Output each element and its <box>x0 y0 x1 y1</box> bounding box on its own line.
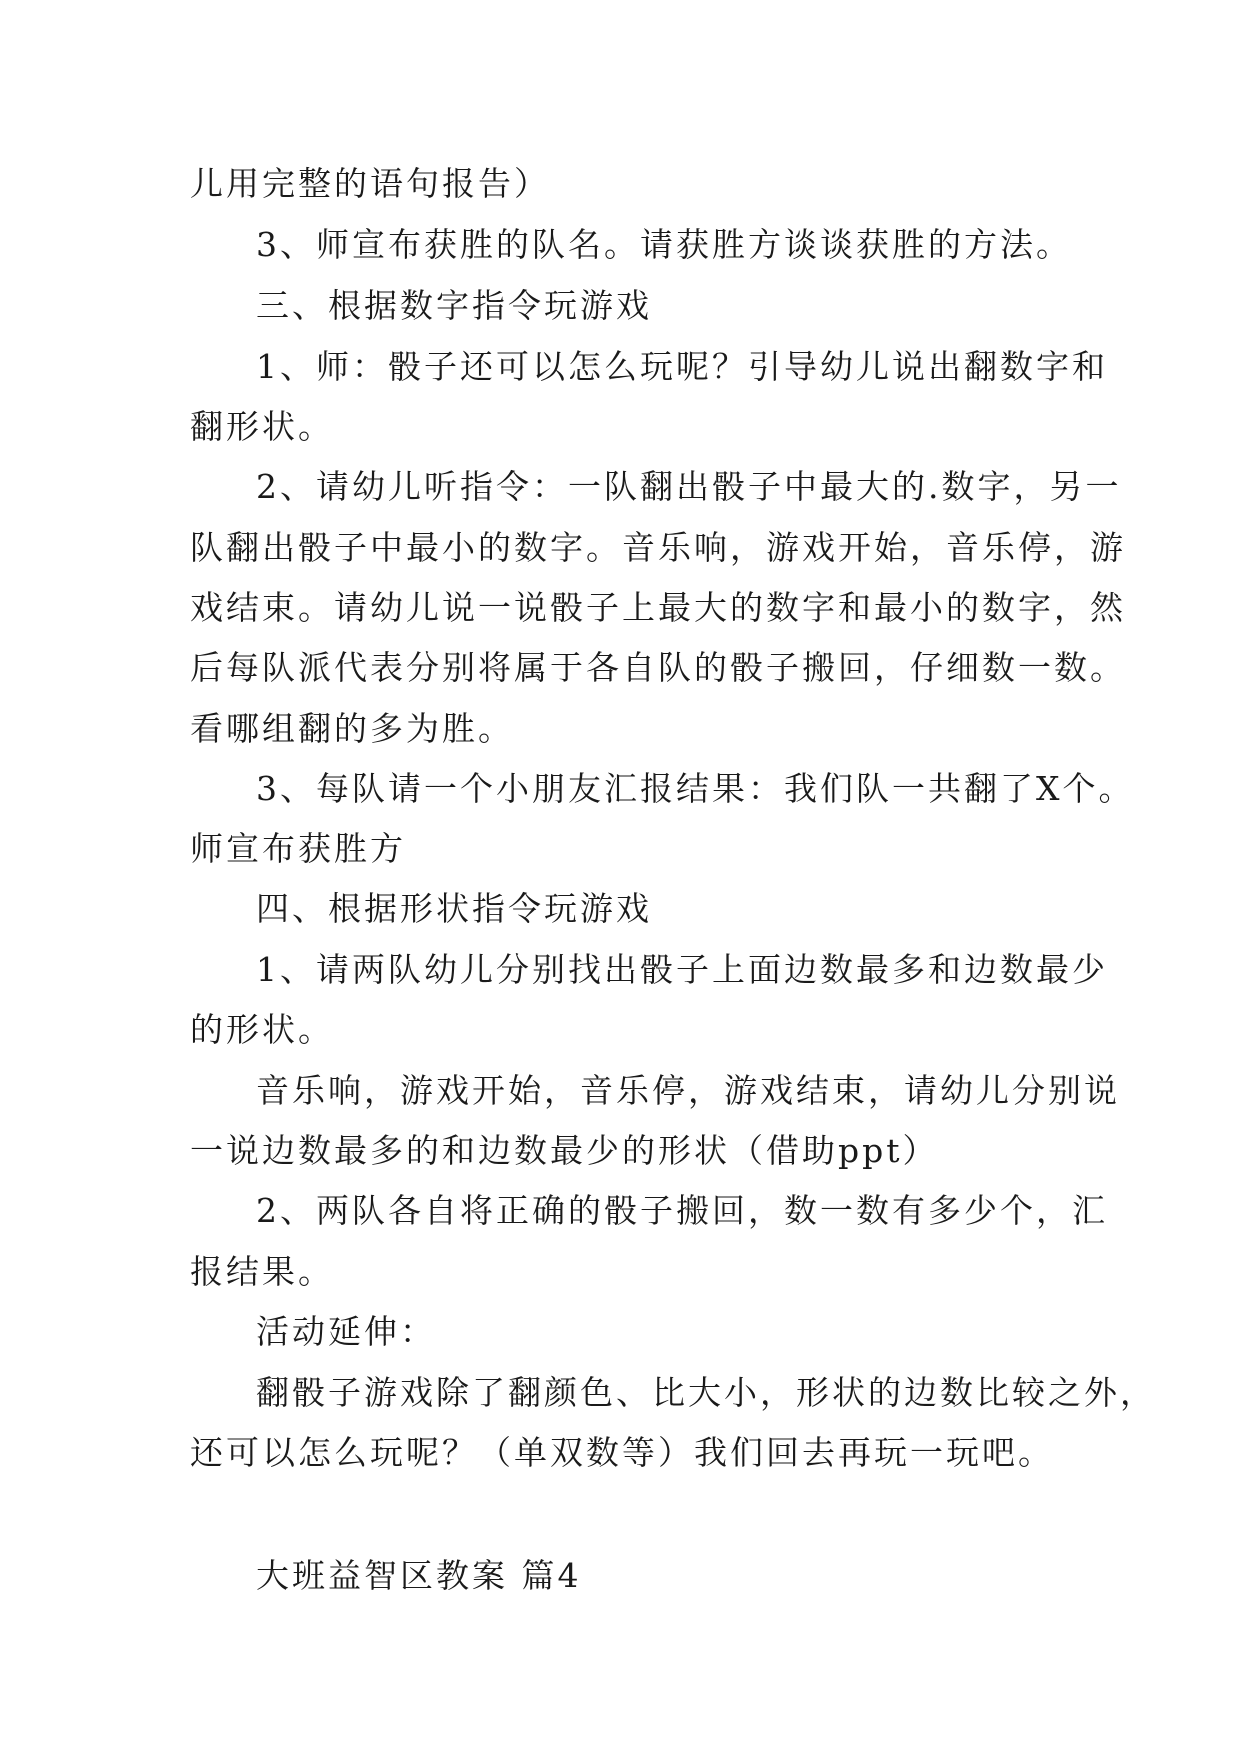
text-line: 后每队派代表分别将属于各自队的骰子搬回，仔细数一数。 <box>190 648 1126 687</box>
text-line: 翻形状。 <box>190 407 334 446</box>
text-line: 3、每队请一个小朋友汇报结果：我们队一共翻了X个。 <box>256 769 1135 808</box>
text-line: 2、两队各自将正确的骰子搬回，数一数有多少个，汇 <box>256 1191 1108 1230</box>
text-line: 还可以怎么玩呢？（单双数等）我们回去再玩一玩吧。 <box>190 1433 1054 1472</box>
text-line: 戏结束。请幼儿说一说骰子上最大的数字和最小的数字，然 <box>190 588 1126 627</box>
section-heading: 三、根据数字指令玩游戏 <box>256 286 652 325</box>
text-line: 一说边数最多的和边数最少的形状（借助ppt） <box>190 1131 939 1170</box>
text-line: 报结果。 <box>190 1252 334 1291</box>
text-line: 翻骰子游戏除了翻颜色、比大小，形状的边数比较之外， <box>256 1373 1156 1412</box>
text-line: 看哪组翻的多为胜。 <box>190 709 514 748</box>
text-line: 队翻出骰子中最小的数字。音乐响，游戏开始，音乐停，游 <box>190 528 1126 567</box>
section-heading: 活动延伸： <box>256 1312 436 1351</box>
text-line: 1、师：骰子还可以怎么玩呢？引导幼儿说出翻数字和 <box>256 347 1108 386</box>
text-line: 2、请幼儿听指令：一队翻出骰子中最大的.数字，另一 <box>256 467 1122 506</box>
text-line: 师宣布获胜方 <box>190 829 406 868</box>
text-line: 音乐响，游戏开始，音乐停，游戏结束，请幼儿分别说 <box>256 1071 1120 1110</box>
text-line: 的形状。 <box>190 1010 334 1049</box>
section-heading: 四、根据形状指令玩游戏 <box>256 889 652 928</box>
text-line: 儿用完整的语句报告） <box>190 164 550 203</box>
text-line: 1、请两队幼儿分别找出骰子上面边数最多和边数最少 <box>256 950 1108 989</box>
article-title: 大班益智区教案 篇4 <box>256 1556 582 1595</box>
text-line: 3、师宣布获胜的队名。请获胜方谈谈获胜的方法。 <box>256 225 1072 264</box>
